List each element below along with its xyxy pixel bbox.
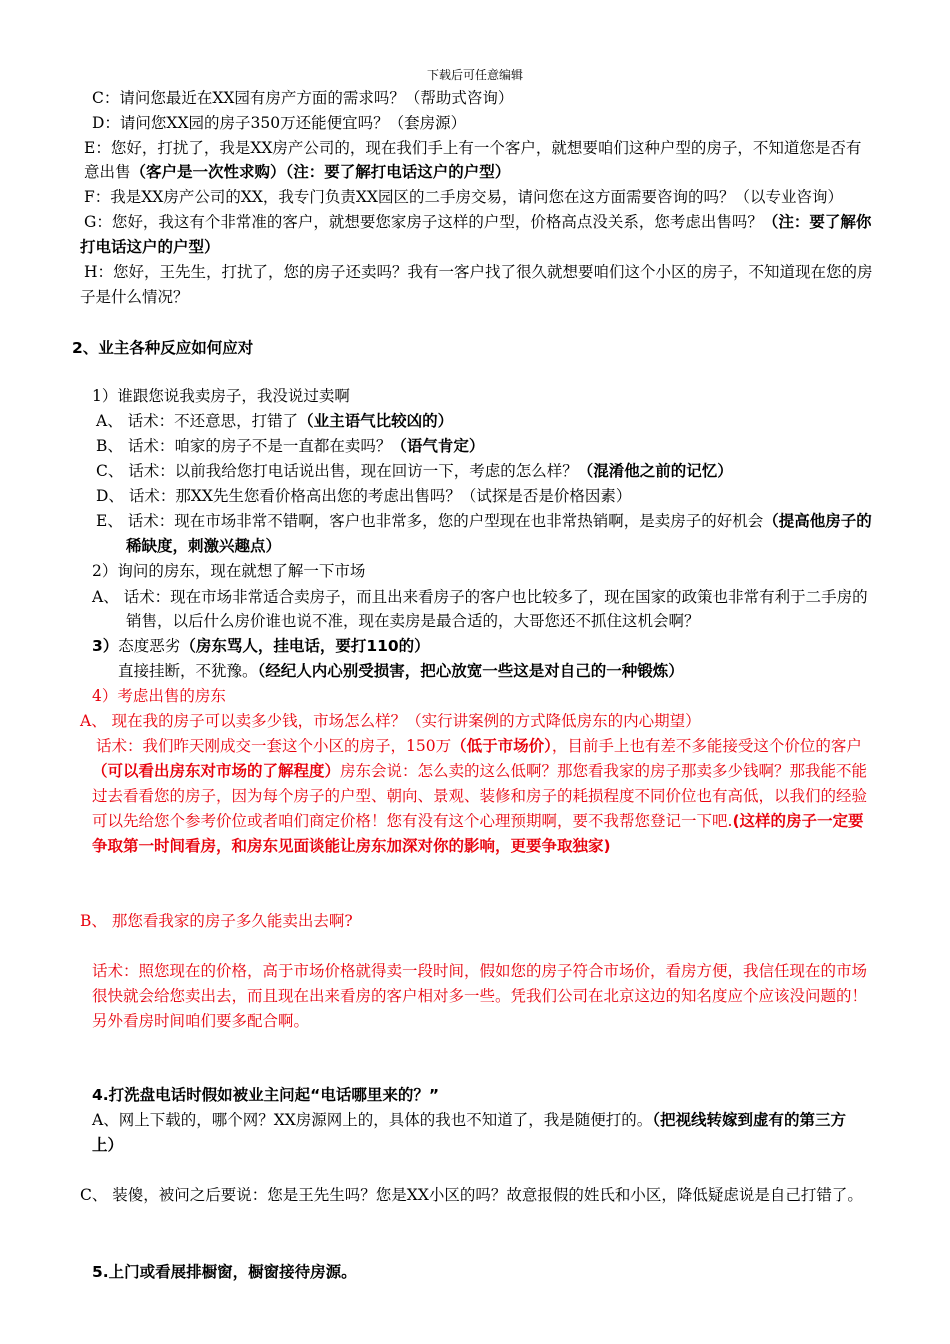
line-h2: 子是什么情况？ — [80, 288, 189, 306]
answer-4b-line1: 话术：照您现在的价格，高于市场价格就得卖一段时间，假如您的房子符合市场价，看房方便，我信任现在的市场 — [92, 962, 868, 980]
answer-1c — [96, 461, 733, 481]
answer-2a-line1: A、 话术：现在市场非常适合卖房子，而且出来看房子的客户也比较多了，现在国家的政策也非常有利于二手房的 — [92, 588, 868, 606]
answer-4a-line4-text: 可以先给您个参考价位或者咱们商定价格！您有没有这个心理预期啊，要不我帮您登记一下吧. — [92, 812, 733, 830]
answer-4a-line5: 争取第一时间看房，和房东见面谈能让房东加深对你的影响，更要争取独家) — [92, 837, 611, 855]
answer-3 — [118, 661, 684, 681]
answer-4a-line1 — [96, 736, 862, 756]
answer-1d: D、 话术：那XX先生您看价格高出您的考虑出售吗？（试探是否是价格因素） — [96, 487, 632, 505]
answer-1e-text: E、 话术：现在市场非常不错啊，客户也非常多，您的户型现在也非常热销啊，是卖房子的好机会 — [96, 512, 764, 530]
line-e2-note: （客户是一次性求购）（注：要了解打电话这户的户型） — [130, 163, 511, 181]
question-3 — [92, 636, 430, 656]
answer-3-text: 直接挂断，不犹豫。 — [118, 662, 258, 680]
answer-4a-line1-text: 话术：我们昨天刚成交一套这个小区的房子，150万 — [96, 737, 452, 755]
question-1: 1）谁跟您说我卖房子，我没说过卖啊 — [92, 387, 350, 405]
answer-3-note: （经纪人内心别受损害，把心放宽一些这是对自己的一种锻炼） — [257, 662, 684, 680]
section-4-answer-a — [92, 1110, 846, 1130]
question-4a: A、 现在我的房子可以卖多少钱，市场怎么样？（实行讲案例的方式降低房东的内心期望） — [80, 712, 701, 730]
line-e2-text: 意出售 — [84, 163, 131, 181]
answer-1c-text: C、 话术：以前我给您打电话说出售，现在回访一下，考虑的怎么样？ — [96, 462, 578, 480]
answer-1e — [96, 511, 872, 531]
line-g1 — [84, 212, 871, 232]
question-2: 2）询问的房东，现在就想了解一下市场 — [92, 562, 366, 580]
section-5-title: 5.上门或看展排橱窗，橱窗接待房源。 — [92, 1263, 357, 1281]
answer-1b-text: B、 话术：咱家的房子不是一直都在卖吗？ — [96, 437, 392, 455]
answer-2a-line2: 销售，以后什么房价谁也说不准，现在卖房是最合适的，大哥您还不抓住这机会啊？ — [126, 612, 700, 630]
answer-1b-note: （语气肯定） — [391, 437, 485, 455]
answer-1e-cont: 稀缺度，刺激兴趣点） — [126, 537, 282, 555]
line-h1: H：您好，王先生，打扰了，您的房子还卖吗？我有一客户找了很久就想要咱们这个小区的房子，不知道现在您的房 — [84, 263, 873, 281]
question-4: 4）考虑出售的房东 — [92, 687, 226, 705]
answer-4a-line2-text: 房东会说：怎么卖的这么低啊？那您看我家的房子那卖多少钱啊？那我能不能 — [340, 762, 868, 780]
answer-4a-line4 — [92, 811, 864, 831]
answer-1a — [96, 411, 453, 431]
section-4-answer-c: C、 装傻，被问之后要说：您是王先生吗？您是XX小区的吗？故意报假的姓氏和小区，降低疑虑说是自己打错了。 — [80, 1186, 863, 1204]
question-4b: B、 那您看我家的房子多久能卖出去啊? — [80, 912, 353, 930]
answer-4b-line2: 很快就会给您卖出去，而且现在出来看房的客户相对多一些。凭我们公司在北京这边的知名度应个应该没问题的！ — [92, 987, 868, 1005]
answer-4a-line3: 过去看看您的房子，因为每个房子的户型、朝向、景观、装修和房子的耗损程度不同价位也有高低，以我们的经验 — [92, 787, 868, 805]
answer-1a-text: A、 话术：不还意思，打错了 — [96, 412, 299, 430]
question-3-note: （房东骂人，挂电话，要打110的） — [180, 637, 430, 655]
answer-1b — [96, 436, 484, 456]
section-4-title: 4.打洗盘电话时假如被业主问起“电话哪里来的？” — [92, 1086, 440, 1104]
page-header: 下载后可任意编辑 — [426, 68, 523, 82]
section-2-title: 2、业主各种反应如何应对 — [72, 339, 254, 357]
line-e1: E：您好，打扰了，我是XX房产公司的，现在我们手上有一个客户，就想要咱们这种户型的房子，不知道您是否有 — [84, 139, 862, 157]
question-3-text: 态度恶劣 — [118, 637, 181, 655]
line-c: C：请问您最近在XX园有房产方面的需求吗？（帮助式咨询） — [92, 89, 514, 107]
line-e2 — [84, 162, 510, 182]
section-4-answer-a-note: （把视线转嫁到虚有的第三方 — [652, 1111, 847, 1129]
answer-1a-note: （业主语气比较凶的） — [298, 412, 454, 430]
answer-4a-line4-note: (这样的房子一定要 — [732, 812, 864, 830]
answer-4a-line1-note: （低于市场价） — [451, 737, 552, 755]
line-g1-note: （注：要了解你 — [762, 213, 872, 231]
answer-1e-note: （提高他房子的 — [763, 512, 872, 530]
answer-1c-note: （混淆他之前的记忆） — [577, 462, 733, 480]
line-g2: 打电话这户的户型） — [80, 238, 220, 256]
section-4-answer-a-cont: 上） — [92, 1136, 124, 1154]
section-4-answer-a-text: A、网上下载的，哪个网？XX房源网上的，具体的我也不知道了，我是随便打的。 — [92, 1111, 653, 1129]
answer-4a-line2 — [92, 761, 867, 781]
answer-4b-line3: 另外看房时间咱们要多配合啊。 — [92, 1012, 310, 1030]
question-3-num: 3） — [92, 637, 119, 655]
line-d: D：请问您XX园的房子350万还能便宜吗？（套房源） — [92, 114, 467, 132]
answer-4a-line2-note: （可以看出房东对市场的了解程度） — [92, 762, 341, 780]
line-g1-text: G：您好，我这有个非常准的客户，就想要您家房子这样的户型，价格高点没关系，您考虑出售吗？ — [84, 213, 763, 231]
line-f: F：我是XX房产公司的XX，我专门负责XX园区的二手房交易，请问您在这方面需要咨询的吗？（以专业咨询） — [84, 188, 843, 206]
answer-4a-line1-cont: ，目前手上也有差不多能接受这个价位的客户 — [551, 737, 862, 755]
